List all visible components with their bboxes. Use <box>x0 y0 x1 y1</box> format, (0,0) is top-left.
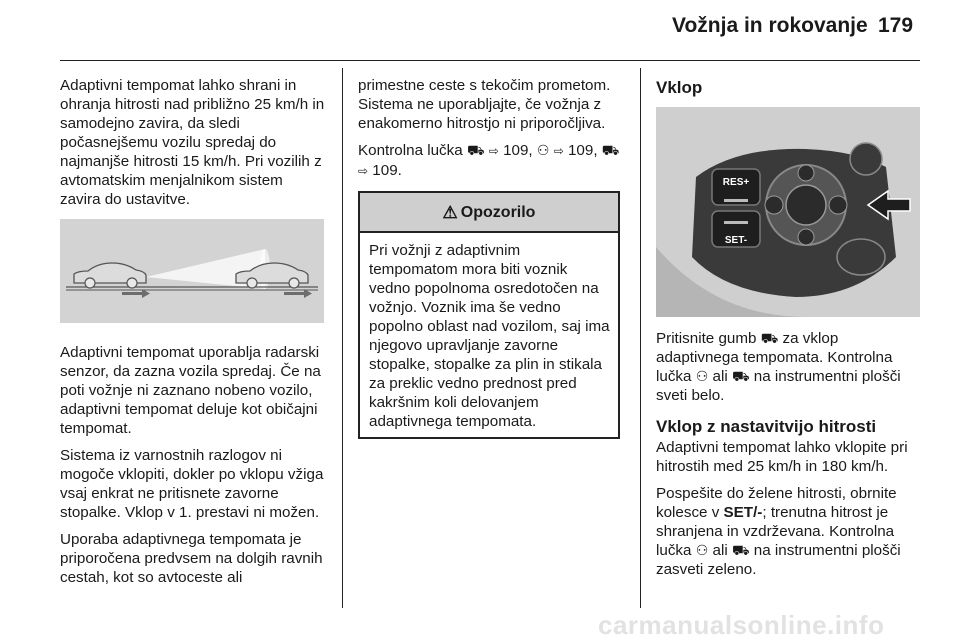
cruise-indicator-icon: ⚇ <box>536 142 550 158</box>
paragraph-intro: Adaptivni tempomat lahko shrani in ohranja hitrosti nad približno 25 km/h in samodejno zavira, da sledi počasnejšemu vozilu spredaj do najmanjše hitrosti 15 km/h. Pri vozilih z avtomatskim menjalnikom sistem zavira do ustavitve. <box>60 77 325 208</box>
warning-text: Pri vožnji z adaptivnim tempomatom mora biti voznik vedno popolnoma osredotočen na vožnjo. Voznik ima še vedno popolno oblast nad vozilom, saj ima njegovo upravljanje zavorne stopalke, stopalke za plin in stikala za preklic vedno prednost pred kakršnim koli delovanjem adaptivnega tempomata. <box>369 242 610 430</box>
column-left <box>60 76 326 595</box>
header-rule <box>60 60 920 61</box>
watermark: carmanualsonline.info <box>598 610 885 640</box>
paragraph-radar: Adaptivni tempomat uporablja radarski senzor, da zazna vozila spredaj. Če na poti vožnje ni zaznano nobeno vozilo, adaptivni tempomat deluje kot običajni tempomat. <box>60 344 321 437</box>
paragraph-indicator-refs: Kontrolna lučka ⛟ ⇨ 109, ⚇ ⇨ 109, ⛟ ⇨ 109. <box>358 142 620 179</box>
page-ref-link[interactable]: 109, <box>567 142 598 159</box>
paragraph-set-speed: Pospešite do želene hitrosti, obrnite kolesce v SET/-; trenutna hitrost je shranjena in vzdrževana. Kontrolna lučka ⚇ ali ⛟ na instrumentni plošči zasveti zeleno. <box>656 485 901 578</box>
page-ref-link[interactable]: 109. <box>372 162 402 179</box>
section-title-hitrost: Vklop z nastavitvijo hitrosti <box>656 417 877 436</box>
running-header-title: Vožnja in rokovanje <box>672 14 868 37</box>
acc-button-icon: ⛟ <box>760 330 779 346</box>
page-ref-arrow-icon: ⇨ <box>358 164 369 178</box>
warning-title: Opozorilo <box>460 203 536 221</box>
acc-indicator-icon: ⛟ <box>731 542 750 558</box>
cruise-indicator-icon: ⚇ <box>695 368 709 384</box>
page-ref-arrow-icon: ⇨ <box>488 144 499 158</box>
page-ref-link[interactable]: 109, <box>503 142 533 159</box>
acc-indicator-icon: ⛟ <box>466 142 485 158</box>
column-right <box>656 76 922 587</box>
cruise-indicator-icon: ⚇ <box>695 542 709 558</box>
warning-icon: ⚠ <box>442 202 458 222</box>
column-middle <box>358 76 628 439</box>
warning-box <box>358 191 620 439</box>
column-divider <box>640 68 641 608</box>
paragraph-safety: Sistema iz varnostnih razlogov ni mogoče vklopiti, dokler po vklopu vžiga vsaj enkrat ne pritisnete zavorne stopalke. Vklop v 1. prestavi ni možen. <box>60 447 324 521</box>
section-title-vklop: Vklop <box>656 78 703 97</box>
page-ref-arrow-icon: ⇨ <box>553 144 564 158</box>
page-number: 179 <box>878 14 914 37</box>
paragraph-usage-cont: primestne ceste s tekočim prometom. Sistema ne uporabljajte, če vožnja z enakomerno hitrostjo ni priporočljiva. <box>358 77 611 132</box>
warning-header <box>360 193 618 233</box>
paragraph-usage: Uporaba adaptivnega tempomata je priporočena predvsem na dolgih ravnih cestah, kot so avtoceste ali <box>60 531 323 586</box>
column-divider <box>342 68 343 608</box>
acc-vehicle-indicator-icon: ⛟ <box>601 142 620 158</box>
steering-wheel-controls-photo <box>656 107 920 317</box>
paragraph-vklop: Pritisnite gumb ⛟ za vklop adaptivnega tempomata. Kontrolna lučka ⚇ ali ⛟ na instrumentni plošči sveti belo. <box>656 330 901 404</box>
res-button-label: RES+ <box>722 177 750 188</box>
paragraph-speed-range: Adaptivni tempomat lahko vklopite pri hitrostih med 25 km/h in 180 km/h. <box>656 439 908 475</box>
set-button-label: SET- <box>724 235 748 246</box>
radar-illustration <box>60 219 324 323</box>
acc-indicator-icon: ⛟ <box>731 368 750 384</box>
set-control-label: SET/- <box>723 504 763 521</box>
